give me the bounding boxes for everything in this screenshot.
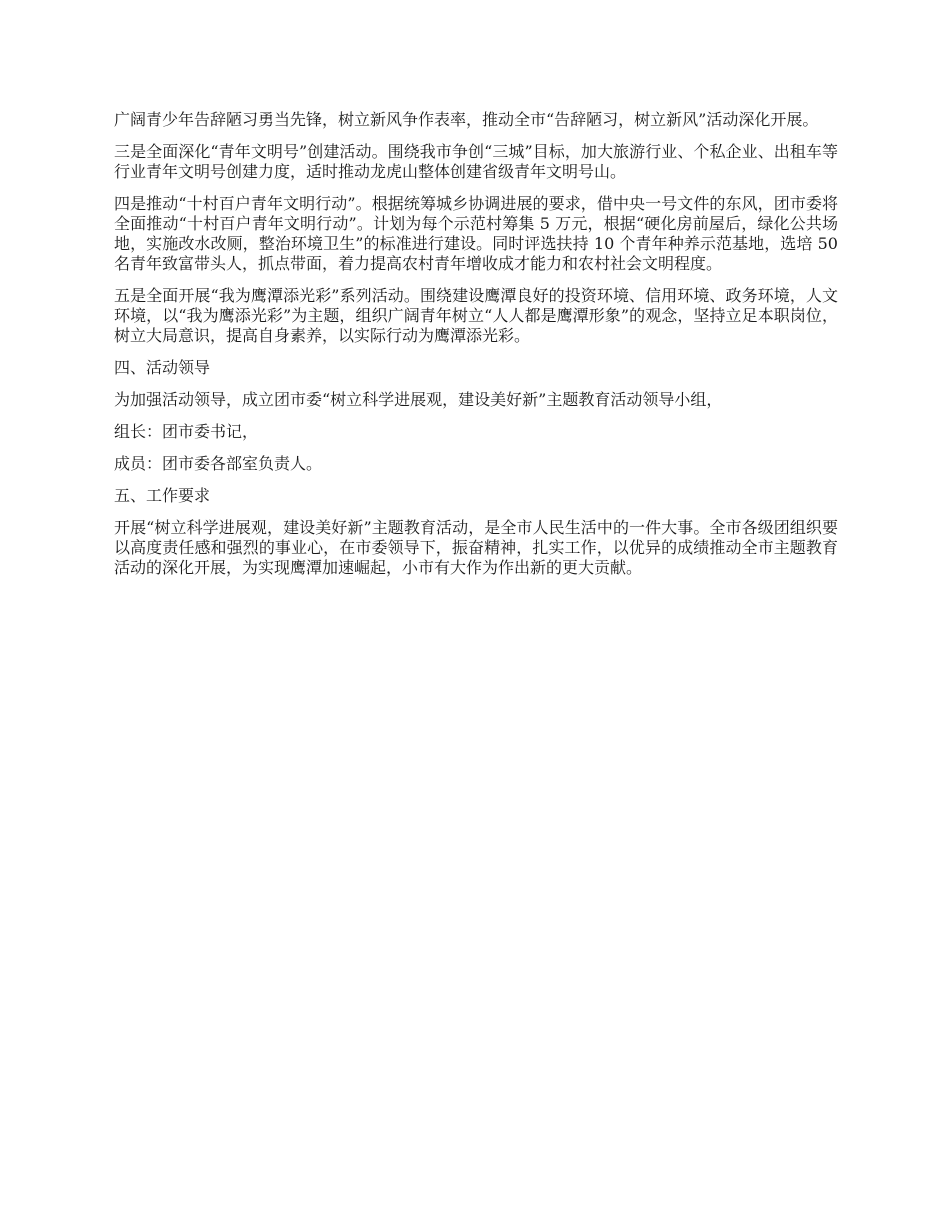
paragraph-ten-villages: 四是推动“十村百户青年文明行动”。根据统筹城乡协调进展的要求，借中央一号文件的东风，团市委将全面推动“十村百户青年文明行动”。计划为每个示范村筹集 5 万元，根据“硬化房前屋后，绿化公共场地，实施改水改厕，整治环境卫生”的标准进行建设。同时评选扶持 10 个青年种养示范基地，选培 50 名青年致富带头人，抓点带面，着力提高农村青年增收成才能力和农村社会文明程度。 [114, 194, 838, 273]
paragraph-yingtan-glory: 五是全面开展“我为鹰潭添光彩”系列活动。围绕建设鹰潭良好的投资环境、信用环境、政务环境，人文环境，以“我为鹰添光彩”为主题，组织广阔青年树立“人人都是鹰潭形象”的观念，坚持立足本职岗位，树立大局意识，提高自身素养，以实际行动为鹰潭添光彩。 [114, 286, 838, 345]
paragraph-group-leader: 组长：团市委书记， [114, 422, 259, 441]
paragraph-civilization-post: 三是全面深化“青年文明号”创建活动。围绕我市争创“三城”目标，加大旅游行业、个私企业、出租车等行业青年文明号创建力度，适时推动龙虎山整体创建省级青年文明号山。 [114, 142, 838, 181]
section-heading-requirements: 五、工作要求 [114, 486, 211, 505]
paragraph-continuation: 广阔青少年告辞陋习勇当先锋，树立新风争作表率，推动全市“告辞陋习，树立新风”活动深化开展。 [114, 110, 819, 129]
paragraph-leadership-group: 为加强活动领导，成立团市委“树立科学进展观，建设美好新”主题教育活动领导小组， [114, 390, 723, 409]
paragraph-requirements: 开展“树立科学进展观，建设美好新”主题教育活动，是全市人民生活中的一件大事。全市各级团组织要以高度责任感和强烈的事业心，在市委领导下，振奋精神，扎实工作，以优异的成绩推动全市主题教育活动的深化开展，为实现鹰潭加速崛起，小市有大作为作出新的更大贡献。 [114, 518, 838, 577]
section-heading-leadership: 四、活动领导 [114, 358, 211, 377]
document-body [114, 110, 838, 590]
paragraph-group-members: 成员：团市委各部室负责人。 [114, 454, 323, 473]
